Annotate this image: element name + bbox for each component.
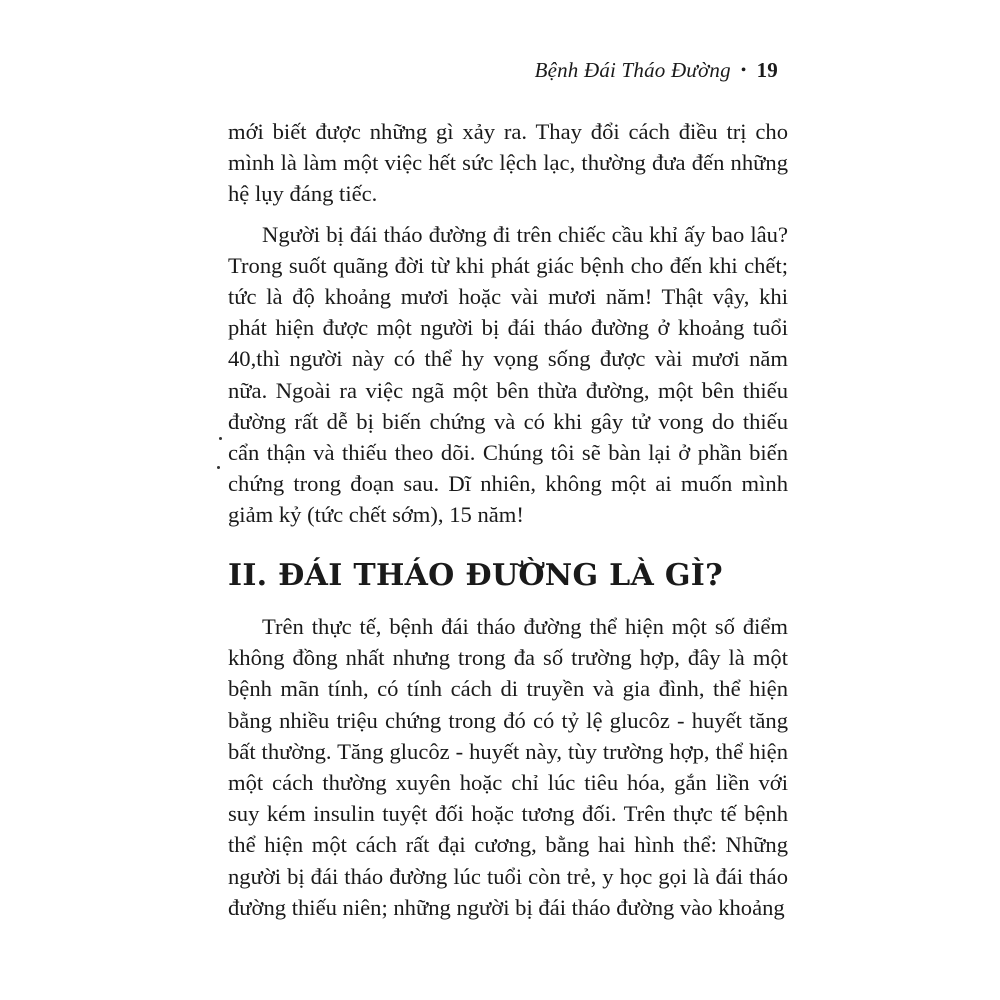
page-number: 19: [756, 58, 778, 82]
paragraph: Trên thực tế, bệnh đái tháo đường thể hiện một số điểm không đồng nhất nhưng trong đa số trường hợp, đây là một bệnh mãn tính, có tính cách di truyền và gia đình, thể hiện bằng nhiều triệu chứng trong đó có tỷ lệ glucôz - huyết tăng bất thường. Tăng glucôz - huyết này, tùy trường hợp, thể hiện một cách thường xuyên hoặc chỉ lúc tiêu hóa, gắn liền với suy kém insulin tuyệt đối hoặc tương đối. Trên thực tế bệnh thể hiện một cách rất đại cương, bằng hai hình thể: Những người bị đái tháo đường lúc tuổi còn trẻ, y học gọi là đái tháo đường thiếu niên; những người bị đái tháo đường vào khoảng: [228, 614, 788, 920]
header-bullet: •: [740, 61, 747, 79]
paragraph: Người bị đái tháo đường đi trên chiếc cầu khỉ ấy bao lâu? Trong suốt quãng đời từ khi phát giác bệnh cho đến khi chết; tức là độ khoảng mươi hoặc vài mươi năm! Thật vậy, khi phát hiện được một người bị đái tháo đường ở khoảng tuổi 40,thì người này có thể hy vọng sống được vài mươi năm nữa. Ngoài ra việc ngã một bên thừa đường, một bên thiếu đường rất dễ bị biến chứng và có khi gây tử vong do thiếu cẩn thận và thiếu theo dõi. Chúng tôi sẽ bàn lại ở phần biến chứng trong đoạn sau. Dĩ nhiên, không một ai muốn mình giảm kỷ (tức chết sớm), 15 năm!: [228, 221, 788, 528]
running-header-title: Bệnh Đái Tháo Đường: [534, 58, 731, 82]
print-speck: [219, 437, 222, 440]
body-text-top: [228, 116, 788, 531]
body-text-bottom: [228, 611, 788, 923]
running-header: [535, 58, 778, 83]
print-speck: [217, 466, 220, 469]
section-heading: II. ĐÁI THÁO ĐƯỜNG LÀ GÌ?: [228, 558, 723, 593]
paragraph-continued: mới biết được những gì xảy ra. Thay đổi cách điều trị cho mình là làm một việc hết sức lệch lạc, thường đưa đến những hệ lụy đáng tiếc.: [228, 119, 788, 207]
